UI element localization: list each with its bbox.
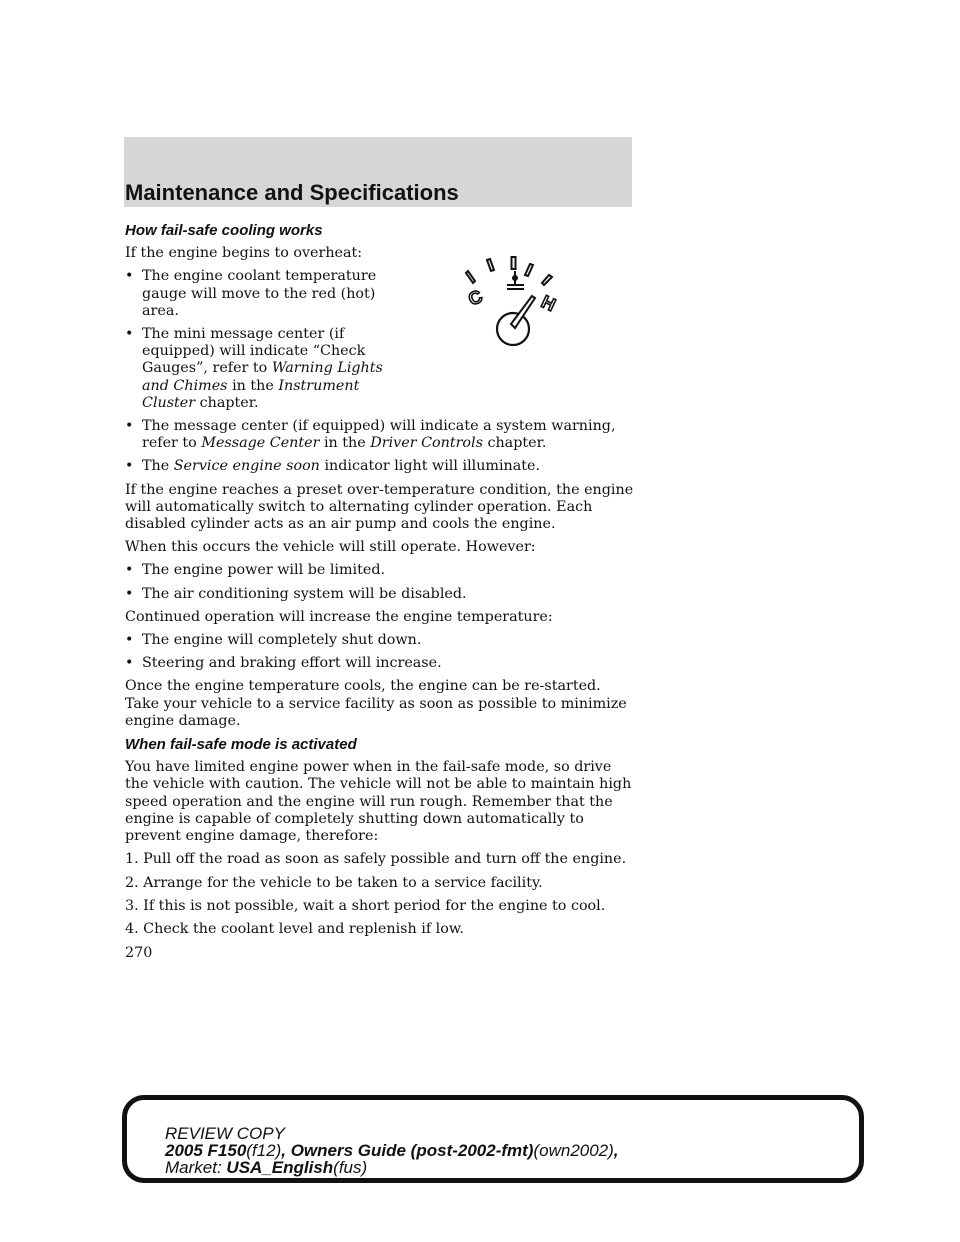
bullet-icon: • (125, 418, 134, 435)
page-title: Maintenance and Specifications (125, 180, 459, 205)
list-item: • The air conditioning system will be disabled. (125, 585, 467, 602)
section-heading-failsafe-mode: When fail-safe mode is activated (125, 736, 357, 754)
list-item (125, 326, 635, 412)
step-item: 3. If this is not possible, wait a short period for the engine to cool. (125, 897, 606, 914)
bullet-icon: • (125, 632, 134, 649)
svg-text:H: H (538, 291, 559, 316)
list-item: • Steering and braking effort will increase. (125, 655, 442, 672)
page-number: 270 (125, 945, 153, 961)
mini-message-text: The mini message center (if equipped) will indicate “Check Gauges”, refer to Warning Lights and Chimes in the Instrument Cluster chapter. (142, 326, 383, 411)
bullet-icon: • (125, 326, 134, 343)
svg-text:C: C (465, 286, 486, 310)
bullet-icon: • (125, 268, 134, 285)
intro-text: If the engine begins to overheat: (125, 245, 363, 262)
bullet-icon: • (125, 458, 134, 475)
section-heading-failsafe-cooling: How fail-safe cooling works (125, 222, 323, 239)
overtemp-paragraph: If the engine reaches a preset over-temperature condition, the engine will automatically switch to alternating cylinder operation. Each disabled cylinder acts as an air pump and cools the engine. (125, 481, 634, 533)
failsafe-mode-paragraph: You have limited engine power when in the fail-safe mode, so drive the vehicle with caution. The vehicle will not be able to maintain high speed operation and the engine will run rough. Remember that the engine is capable of completely shutting down automatically to prevent engine damage, therefore: (125, 759, 632, 845)
bullet-icon: • (125, 585, 134, 602)
review-copy-label: REVIEW COPY (165, 1124, 285, 1143)
footer-text (165, 1125, 619, 1176)
list-item: • The engine will completely shut down. (125, 632, 422, 649)
cools-paragraph: Once the engine temperature cools, the engine can be re-started. Take your vehicle to a service facility as soon as possible to minimize engine damage. (125, 678, 627, 729)
continued-paragraph: Continued operation will increase the engine temperature: (125, 608, 553, 625)
list-item: • The engine power will be limited. (125, 562, 386, 579)
step-item: 2. Arrange for the vehicle to be taken to a service facility. (125, 874, 543, 891)
step-item: 4. Check the coolant level and replenish if low. (125, 920, 464, 937)
operate-paragraph: When this occurs the vehicle will still operate. However: (125, 539, 536, 556)
list-item: • The Service engine soon indicator light will illuminate. (125, 458, 541, 475)
step-item: 1. Pull off the road as soon as safely possible and turn off the engine. (125, 851, 627, 868)
page-content (125, 222, 635, 944)
bullet-icon: • (125, 655, 134, 672)
bullet-icon: • (125, 562, 134, 579)
list-item: • The engine coolant temperature gauge will move to the red (hot) area. (125, 268, 377, 319)
footer-guide-line: 2005 F150(f12), Owners Guide (post-2002-fmt)(own2002), (165, 1141, 619, 1160)
list-item: • The message center (if equipped) will indicate a system warning, refer to Message Center in the Driver Controls chapter. (125, 418, 616, 452)
footer-market-line: Market: USA_English(fus) (165, 1158, 368, 1177)
